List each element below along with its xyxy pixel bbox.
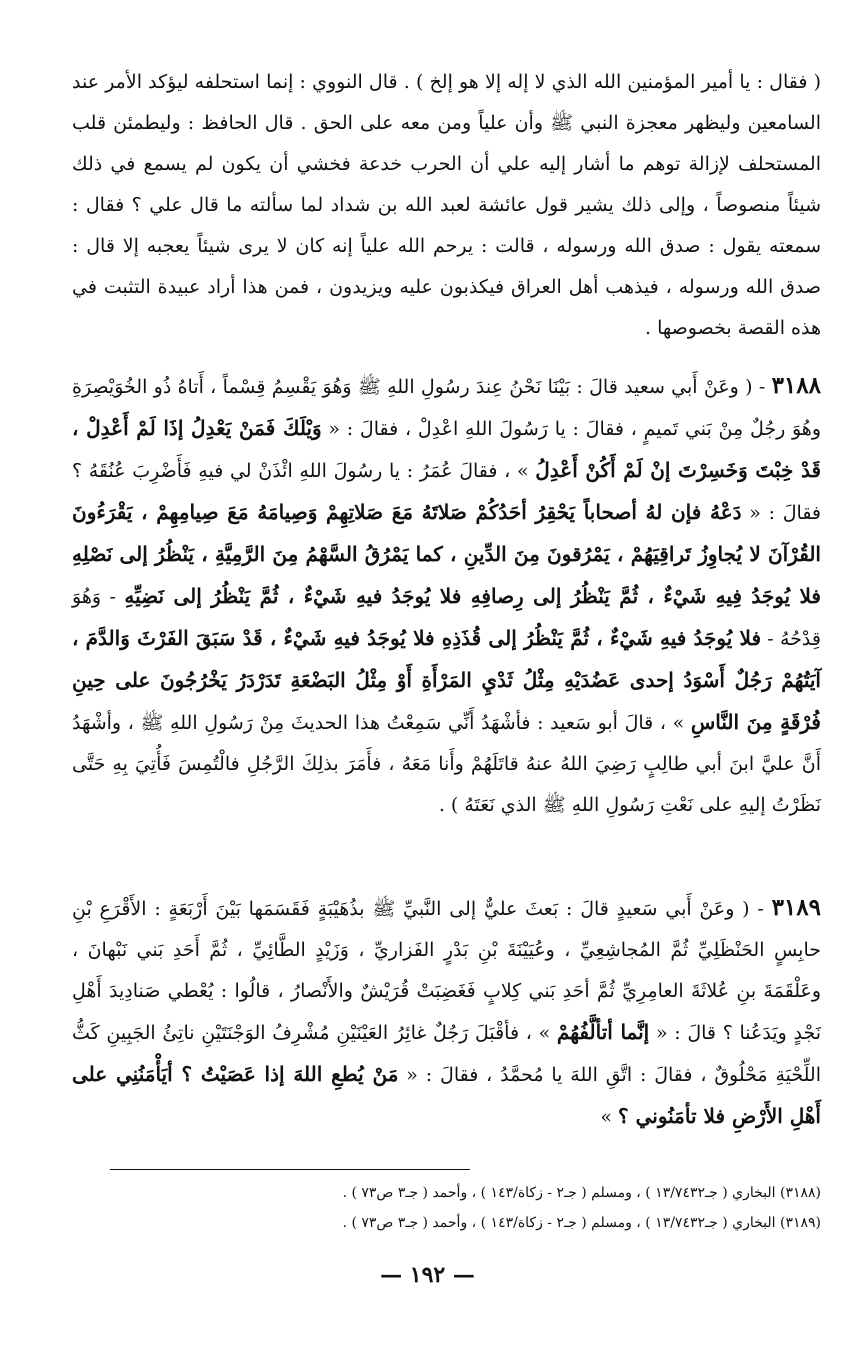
page-number: — ١٩٢ — <box>380 1262 475 1288</box>
hadith-3189-text <box>72 887 821 1138</box>
intro-text: ( فقال : يا أمير المؤمنين الله الذي لا إله إلا هو إلخ ) . قال النووي : إنما استحلفه ليؤكد الأمر عند السامعين وليظهر معجزة النبي ﷺ وأن علياً ومن معه على الحق . قال الحافظ : وليطمئن قلب المستحلف لإزالة توهم ما أشار إليه علي أن الحرب خدعة فخشي أن يكون لم يسمع في ذلك شيئاً منصوصاً ، وإلى ذلك يشير قول عائشة لعبد الله بن شداد لما سألته ما قال علي ؟ فقال : سمعته يقول : صدق الله ورسوله ، قالت : يرحم الله علياً إنه كان لا يرى شيئاً يعجبه إلا قال : صدق الله ورسوله ، فيذهب أهل العراق فيكذبون عليه ويزيدون ، فمن هذا أراد عبيدة التثبت في هذه القصة بخصوصها . <box>72 71 821 339</box>
footnote-3189: (٣١٨٩) البخاري ( جـ١٣/٧٤٣٢ ) ، ومسلم ( جـ٢ - زكاة/١٤٣ ) ، وأحمد ( جـ٣ ص٧٣ ) . <box>342 1215 821 1231</box>
hadith-narration: » ، فقالَ عُمَرُ : يا رسُولَ اللهِ ائْذَنْ لي فيهِ فَأَضْرِبَ عُنُقَهُ ؟ فقالَ : « <box>72 460 822 524</box>
hadith-narration: - ( وعَنْ أَبي سعيد قالَ : بَيْنَا نَحْنُ عِندَ رسُولِ اللهِ ﷺ وَهُوَ يَقْسِمُ قِسْماً ، أَتاهُ ذُو الخُوَيْصِرَةِ وهُوَ رجُلٌ مِنْ بَني تَميمٍ ، فقالَ : يا رَسُولَ اللهِ اعْدِلْ ، فقالَ : « <box>72 376 822 440</box>
intro-paragraph <box>72 62 821 349</box>
hadith-narration: - وَهُوَ قِدْحُهُ - <box>72 586 821 650</box>
hadith-narration: » ، فأقْبَلَ رَجُلٌ غائِرُ العَيْنَيْنِ مُشْرِفُ الوَجْنَتَيْنِ ناتِئُ الجَبِينِ كَثُّ اللِّحْيَةِ مَحْلُوقٌ ، فقالَ : اتَّقِ اللهَ يا مُحمَّدُ ، فقالَ : « <box>72 1022 821 1086</box>
hadith-3188-text <box>72 365 821 826</box>
prophetic-quote: وَيْلَكَ فَمَنْ يَعْدِلُ إذَا لَمْ أَعْدِلْ ، قَدْ خِبْتَ وَخَسِرْتَ إنْ لَمْ أَكُنْ أَعْدِلُ <box>72 416 822 482</box>
prophetic-quote: إنَّما أتألَّفُهُمْ <box>556 1020 650 1044</box>
hadith-number: ٣١٨٩ <box>771 894 821 921</box>
footnote-divider <box>110 1169 470 1170</box>
prophetic-quote: فلا يُوجَدُ فيهِ شَيْءٌ ، ثُمَّ يَنْظُرُ إلى قُذَذِهِ فلا يُوجَدُ فيهِ شَيْءٌ ، قَدْ سَبَقَ الفَرْثَ وَالدَّمَ ، آيَتُهُمْ رَجُلٌ أَسْوَدُ إحدى عَضُدَيْهِ مِثْلُ ثَدْيِ المَرْأَةِ أَوْ مِثْلُ البَضْعَةِ تَدَرْدَرُ يَخْرُجُونَ على حِينِ فُرْقَةٍ مِنَ النَّاسِ <box>72 626 821 734</box>
hadith-3189 <box>72 887 821 1138</box>
hadith-narration: » ، قالَ أبو سَعيد : فأشْهَدُ أَنِّي سَمِعْتُ هذا الحديثَ مِنْ رَسُولِ اللهِ ﷺ ، وأشْهَدُ أَنَّ عليَّ ابنَ أبي طالِبٍ رَضِيَ اللهُ عنهُ قاتَلَهُمْ وأَنا مَعَهُ ، فأَمَرَ بذلِكَ الرَّجُلِ فالْتُمِسَ فَأُتِيَ بِهِ حَتَّى نَظَرْتُ إليهِ على نَعْتِ رَسُولِ اللهِ ﷺ الذي نَعَتَهُ ) . <box>72 712 821 816</box>
hadith-number: ٣١٨٨ <box>771 372 821 399</box>
footnotes <box>110 1178 821 1238</box>
footnote-3188: (٣١٨٨) البخاري ( جـ١٣/٧٤٣٢ ) ، ومسلم ( جـ٢ - زكاة/١٤٣ ) ، وأحمد ( جـ٣ ص٧٣ ) . <box>342 1185 821 1201</box>
hadith-narration: » <box>600 1106 618 1128</box>
prophetic-quote: مَنْ يُطعِ اللهَ إذا عَصَيْتُ ؟ أيَأْمَنُنِي على أَهْلِ الأَرْضِ فلا تأمَنُوني ؟ <box>72 1062 821 1128</box>
hadith-3188 <box>72 365 821 826</box>
hadith-narration: - ( وعَنْ أَبي سَعيدٍ قالَ : بَعثَ عليٌّ إلى النَّبيِّ ﷺ بذُهَيْبَةٍ فَقَسَمَها بَيْنَ أَرْبَعَةٍ : الأَقْرَعِ بْنِ حابِسٍ الحَنْظَلِيِّ ثُمَّ المُجاشِعِيِّ ، وعُيَيْنَةَ بْنِ بَدْرٍ الفَزاريِّ ، وَزَيْدٍ الطَّائِيِّ ، ثُمَّ أَحَدِ بَني نَبْهانَ ، وعَلْقَمَةَ بنِ عُلاثَةَ العامِرِيِّ ثُمَّ أحَدِ بَني كِلابٍ فَغَضِبَتْ قُرَيْشٌ والأَنْصارُ ، قالُوا : يُعْطي صَنادِيدَ أَهْلِ نَجْدٍ ويَدَعُنا ؟ قالَ : « <box>72 898 821 1044</box>
prophetic-quote: دَعْهُ فإن لهُ أصحاباً يَحْقِرُ أحَدُكُمْ صَلاتَهُ مَعَ صَلاتِهِمْ وَصِيامَهُ مَعَ صِيامِهِمْ ، يَقْرَءُونَ القُرْآنَ لا يُجاوِزُ تَراقِيَهُمْ ، يَمْرُقونَ مِنَ الدِّينِ ، كما يَمْرُقُ السَّهْمُ مِنَ الرَّمِيَّةِ ، يَنْظُرُ إلى نَصْلِهِ فلا يُوجَدُ فِيهِ شَيْءٌ ، ثُمَّ يَنْظُرُ إلى رِصافِهِ فلا يُوجَدُ فيهِ شَيْءٌ ، ثُمَّ يَنْظُرُ إلى نَضِيِّهِ <box>72 500 821 608</box>
